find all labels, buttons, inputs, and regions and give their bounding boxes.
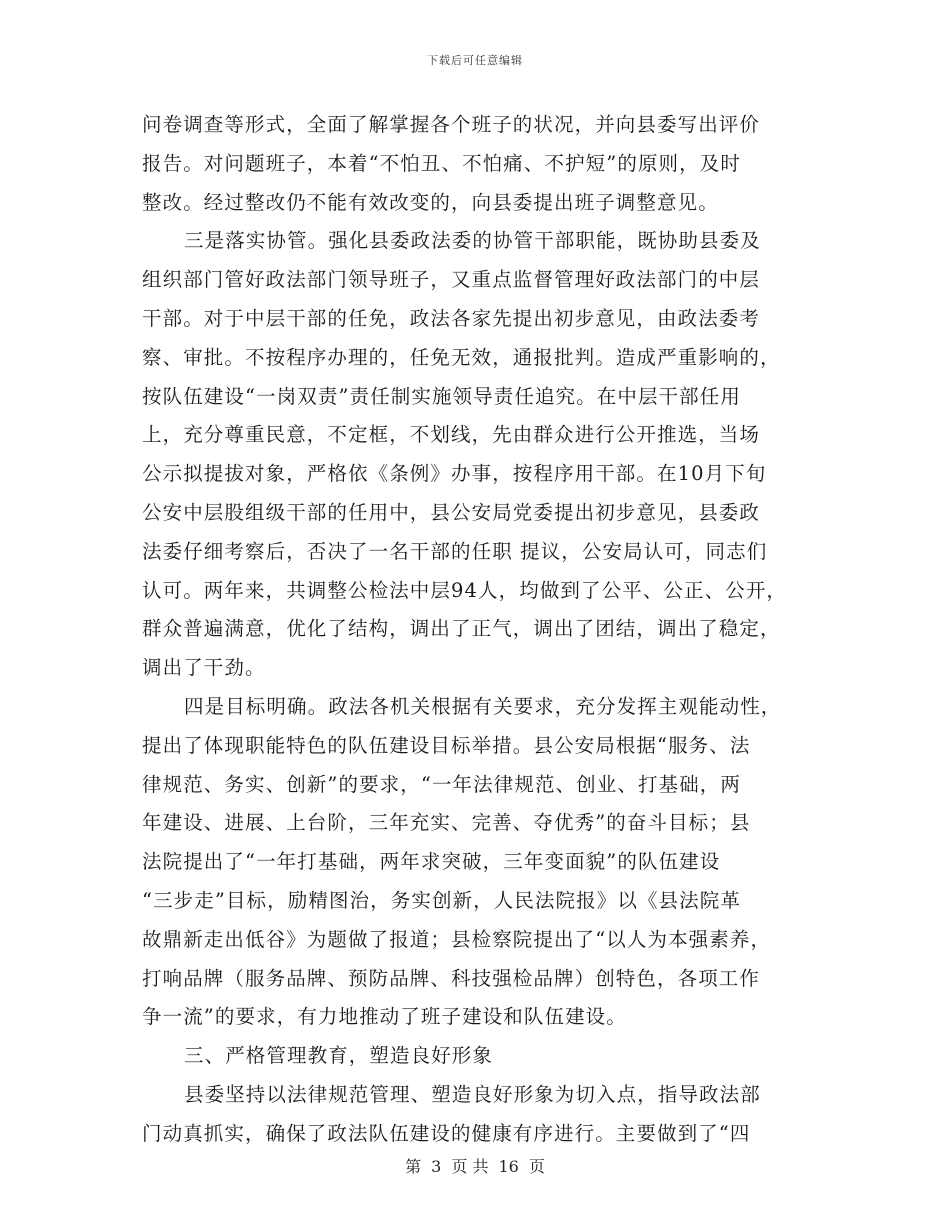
text-line: 公安中层股组级干部的任用中，县公安局党委提出初步意见，县委政 [142,500,761,524]
footer-total-pages: 16 [498,1157,519,1176]
text-line: 故鼎新走出低谷》为题做了报道；县检察院提出了“以人为本强素养， [142,927,772,951]
text-line: 三、严格管理教育，塑造良好形象 [184,1044,494,1068]
text-line: 群众普遍满意，优化了结构，调出了正气，调出了团结，调出了稳定， [142,617,781,641]
footer-prefix: 第 [405,1157,422,1176]
text-line: 年建设、进展、上台阶，三年充实、完善、夺优秀”的奋斗目标；县 [142,811,751,835]
text-line: 公示拟提拔对象，严格依《条例》办事，按程序用干部。在10月下旬 [142,462,767,486]
text-line: 干部。对于中层干部的任免，政法各家先提出初步意见，由政法委考 [142,306,761,330]
text-line: 门动真抓实，确保了政法队伍建设的健康有序进行。主要做到了“四 [142,1121,751,1145]
text-line: 组织部门管好政法部门领导班子，又重点监督管理好政法部门的中层 [142,268,761,292]
text-line: 打响品牌（服务品牌、预防品牌、科技强检品牌）创特色，各项工作 [142,966,761,990]
text-line: 县委坚持以法律规范管理、塑造良好形象为切入点，指导政法部 [184,1082,761,1106]
document-body [142,106,814,1154]
text-line: 提出了体现职能特色的队伍建设目标举措。县公安局根据“服务、法 [142,733,751,757]
text-line: 调出了干劲。 [142,656,266,680]
footer-middle: 页 共 [451,1157,489,1176]
text-line: 认可。两年来，共调整公检法中层94人，均做到了公平、公正、公开， [142,578,788,602]
text-line: 整改。经过整改仍不能有效改变的，向县委提出班子调整意见。 [142,190,719,214]
text-line: 报告。对问题班子，本着“不怕丑、不怕痛、不护短”的原则，及时 [142,151,741,175]
page-footer [0,1154,950,1177]
text-line: 按队伍建设“一岗双责”责任制实施领导责任追究。在中层干部任用 [142,384,741,408]
text-line: “三步走”目标，励精图治，务实创新，人民法院报》以《县法院革 [142,888,741,912]
page-header: 下载后可任意编辑 [427,54,523,67]
text-line: 上，充分尊重民意，不定框，不划线，先由群众进行公开推选，当场 [142,423,761,447]
text-line: 律规范、务实、创新”的要求，“一年法律规范、创业、打基础，两 [142,772,741,796]
text-line: 法院提出了“一年打基础，两年求突破，三年变面貌”的队伍建设 [142,850,721,874]
text-line: 法委仔细考察后，否决了一名干部的任职 提议，公安局认可，同志们 [142,539,768,563]
text-line: 三是落实协管。强化县委政法委的协管干部职能，既协助县委及 [184,229,761,253]
text-line: 问卷调查等形式，全面了解掌握各个班子的状况，并向县委写出评价 [142,113,761,136]
text-line: 争一流”的要求，有力地推动了班子建设和队伍建设。 [142,1005,627,1029]
footer-suffix: 页 [528,1157,545,1176]
text-line: 四是目标明确。政法各机关根据有关要求，充分发挥主观能动性， [184,694,782,718]
text-line: 察、审批。不按程序办理的，任免无效，通报批判。造成严重影响的， [142,345,781,369]
footer-current-page: 3 [431,1157,442,1176]
